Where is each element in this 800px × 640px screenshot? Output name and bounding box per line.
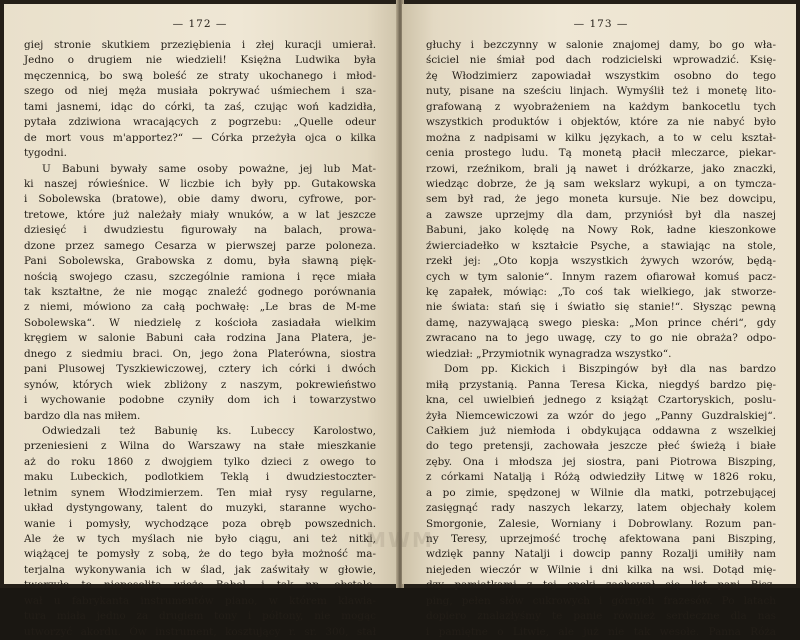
text-line: U Babuni bywały same osoby poważne, jej lub Mat- — [42, 162, 376, 175]
text-line: żę Włodzimierz zapowiadał wszystkim osobno do tego — [426, 69, 776, 82]
watermark: MWM — [366, 528, 434, 552]
right-page-number: — 173 — — [573, 18, 629, 30]
text-line: ny Teresy, uprzejmość trochę afektowana pani Biszping, — [426, 533, 776, 545]
text-line: miłą przystanią. Panna Teresa Kicka, niegdyś bardzo pię- — [426, 378, 776, 391]
text-line: męczennicą, bo swą boleść ze straty ukochanego i młod- — [24, 69, 376, 82]
text-line: głuchy i bezczynny w salonie znajomej damy, bo go wła- — [426, 39, 776, 51]
text-line: i pamiętne o Litwie, ale już nie tak wesołe. Panna Róża — [426, 625, 776, 638]
text-line: dziesięć i dwudziestu figurowały na balach, prowa- — [24, 224, 376, 237]
text-line: Dom pp. Kickich i Biszpingów był dla nas bardzo — [444, 363, 776, 376]
right-page — [402, 4, 796, 638]
text-line: tretowe, które już należały miały wnuków, a w lat jeszcze — [24, 208, 376, 221]
text-line: damę, nazywającą swego pieska: „Mon prince chéri“, gdy — [426, 316, 776, 329]
text-line: niejeden wieczór w Wilnie i dni kilka na wsi. Dotąd mię- — [426, 563, 776, 576]
text-line: bardzo dla nas miłem. — [24, 409, 141, 422]
text-line: przeniesieni z Wilna do Warszawy na stałe mieszkanie — [24, 440, 376, 453]
text-line: dnego z siedmiu braci. On, jego żona Platerówna, siostra — [24, 347, 376, 360]
text-line: a po zimie, spędzonej w Wilnie dla matki, potrzebującej — [426, 486, 776, 499]
text-line: cenia prostego ludu. Tą monetą płacił mleczarce, piekar- — [426, 147, 776, 160]
text-line: zasięgnąć rady naszych lekarzy, latem objechały kolem — [426, 502, 776, 515]
text-line: Smorgonie, Zalesie, Worniany i Dobrowlany. Rozum pan- — [426, 517, 776, 530]
text-line: kręgiem w salonie Babuni cała rodzina Jana Platera, je- — [24, 332, 376, 345]
text-line: ki naszej rówieśnice. W liczbie ich były pp. Gutakowska — [24, 177, 376, 190]
text-line: sem był rad, że jego moneta kursuje. Nie bez dowcipu, — [426, 193, 776, 206]
text-line: tak kształtne, że nie mogąc znaleźć godnego porównania — [24, 286, 376, 298]
text-line: wiedząc dobrze, że ją sam wekslarz wykupi, a on tymcza- — [426, 177, 776, 190]
text-line: Całkiem już niemłoda i obdykująca oddawna z wszelkiej — [426, 424, 776, 437]
text-line: wdzięk panny Natalji i dowcip panny Rozalji umiłiły nam — [426, 548, 776, 561]
text-line: dzone przez samego Cesarza w pierwszej parze poloneza. — [24, 239, 376, 252]
text-line: maku Lubeckich, podlotkiem Teklą i dwudziestoczter- — [24, 471, 376, 484]
text-line: żyła Niemcewiczowi za wzór do jego „Panny Guzdralskiej“. — [426, 409, 776, 422]
text-line: do tego pretensji, zachowała jeszcze płeć świeżą i białe — [426, 440, 776, 453]
text-line: z córkami Natalją i Różą odwiedziły Litwę w 1826 roku, — [426, 471, 776, 484]
left-page-number: — 172 — — [172, 18, 228, 30]
text-line: Ale że w tych myślach nie było ciągu, ani też nitki, — [24, 533, 376, 545]
text-line: kę zapałek, mówiąc: „To coś tak wielkiego, jak stworze- — [426, 286, 776, 298]
text-line: z niemi, mówiono za całą pochwałę: „Le bras de M-me — [24, 301, 376, 314]
text-line: wiążącej te pomysły z sobą, że do tego była możność ma- — [24, 548, 376, 561]
text-line: zwracano na to jego uwagę, czy to go nie obraża? odpo- — [426, 332, 776, 345]
text-line: tura miała jedno za drugiem tony i półtony, nie mogąc — [24, 610, 376, 623]
text-line: rzekł jej: „Oto kopja wszystkich żywych wzorów, będą- — [426, 255, 776, 268]
text-line: nością swojego czasu, szczególnie ramiona i ręce miała — [24, 270, 376, 283]
text-line: utworzyć akordu. Ów instrument, kosztujący r. sr. 300, stał — [24, 625, 376, 638]
text-line: i Sobolewska (bratowe), obie damy dworu, cyfrowe, por- — [24, 193, 376, 206]
text-line: letnim synem Włodzimierzem. Ten miał rysy regularne, — [24, 486, 376, 499]
text-line: cych w tym salonie“. Innym razem ofiarował komuś pacz- — [426, 270, 776, 283]
text-line: giej stronie skutkiem przeziębienia i złej kuracji umierał. — [24, 39, 376, 51]
text-line: pani Plusowej Tyszkiewiczowej, cztery ich córki i dwóch — [24, 363, 376, 376]
text-line: de mort vous m'apportez?“ — Córka przeżyła ojca o kilka — [24, 131, 376, 144]
text-line: rzowi, rzeźnikom, brali ją nawet i dróżkarze, jako znaczki, — [426, 162, 776, 175]
text-line: dopiero znalazłyśmy te panie również serdeczne dla nas — [426, 610, 776, 623]
text-line: kna, cel uwielbień jednego z książąt Czartoryskich, poslu- — [426, 394, 776, 407]
text-line: zęby. Ona i młodsza jej siostra, pani Piotrowa Biszping, — [426, 455, 776, 468]
text-line: Pani Sobolewska, Grabowska z domu, była sławną pięk- — [24, 255, 376, 268]
text-line: aż do roku 1860 z dwojgiem tylko dzieci z owego to — [24, 455, 376, 468]
left-page — [4, 4, 398, 638]
text-line: wiedział: „Przymiotnik wynagradza wszystko“. — [426, 347, 672, 360]
text-line: układ dystyngowany, talent do muzyki, staranne wycho- — [24, 502, 376, 515]
text-line: tygodni. — [24, 147, 67, 160]
text-line: szego od niej męża musiała pokrywać uśmiechem i sza- — [24, 85, 376, 98]
text-line: nuty, pisane na sześciu linjach. Wymyślił też i monetę lito- — [426, 85, 776, 98]
text-line: synów, których wiek zbliżony z naszym, pokrewieństwo — [24, 378, 376, 391]
text-line: ściciel nie śmiał pod dach rodzicielski wprowadzić. Księ- — [426, 54, 776, 67]
text-line: można z nadpisami w kilku językach, a to w celu kształ- — [426, 131, 776, 144]
text-line: a zawsze uprzejmy dla dam, przyniósł był dla naszej — [426, 208, 776, 221]
text-line: Odwiedzali też Babunię ks. Lubeccy Karolostwo, — [42, 424, 376, 437]
text-line: Sobolewska“. W niedzielę z kościoła zasiadała wielkim — [24, 316, 376, 329]
text-line: dzy pamiątkami z tej epoki zachował się list pani Bisz- — [426, 579, 776, 592]
text-line: Jedno o drugiem nie wiedzieli! Księżna Ludwika była — [24, 54, 376, 67]
text-line: tami jasnemi, idąc do córki, ta zaś, czując woń kadzidła, — [24, 100, 376, 113]
text-line: wszystkich produktów i objektów, które za nie nabyć było — [426, 116, 776, 129]
text-line: nie świata: stań się i światło się stanie!“. Słysząc pewną — [426, 301, 776, 314]
text-line: i wychowanie podobne czyniły dom ich i towarzystwo — [24, 394, 376, 407]
text-line: źwierciadełko w kształcie Psyche, a stawiając na stole, — [426, 239, 776, 252]
text-line: grafowaną z wyobrażeniem na każdym bankocetlu tych — [426, 100, 776, 113]
text-line: wanie i pomysły, wychodzące poza obręb powszednich. — [24, 517, 376, 530]
text-line: ping, pełen słów cukrowych i górnych frazesów. Po latach — [426, 594, 776, 607]
text-line: pytała zdziwiona wracających z pogrzebu: „Quelle odeur — [24, 116, 376, 129]
text-line: terjalna wykonywania ich w ślad, jak zaświtały w głowie, — [24, 563, 376, 576]
text-line: tworzyło to nieposolitą wieżę Babel, i tak np. obstalo- — [24, 579, 376, 592]
text-line: wał u fabrykanta instrumentów piano, w którem klawia- — [24, 594, 376, 607]
text-line: Babuni, jako kolędę na Nowy Rok, ładne kieszonkowe — [426, 224, 776, 237]
